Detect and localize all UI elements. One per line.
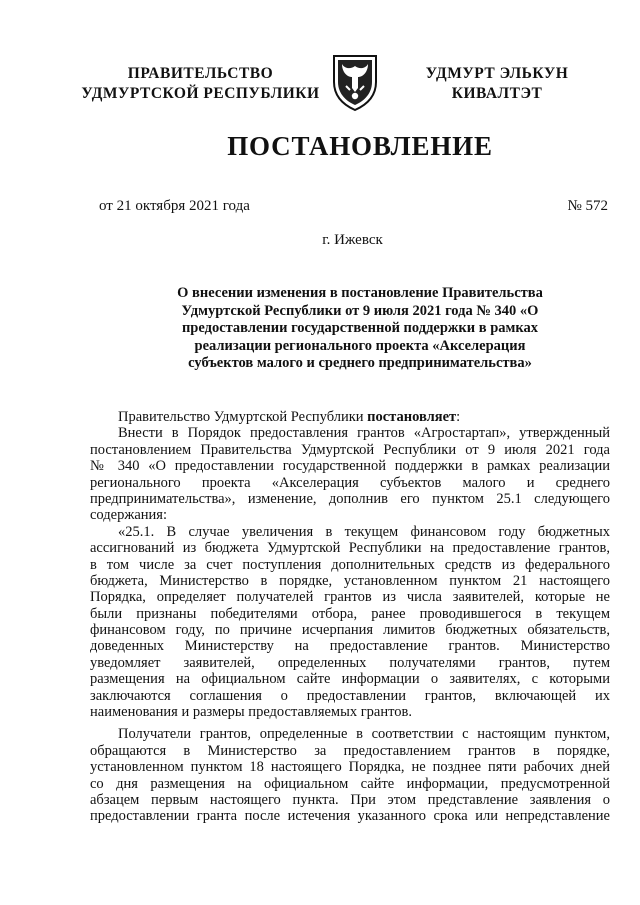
subject-line: О внесении изменения в постановление Правительства	[177, 285, 543, 301]
body-line: Получатели грантов, определенные в соответствии с настоящим пунктом,	[118, 726, 610, 743]
body-line: со дня размещения на официальном сайте информации, предусмотренной	[90, 775, 610, 792]
government-name-udmurt	[412, 64, 582, 104]
body-line: № 340 «О предоставлении государственной поддержки в рамках реализации	[90, 458, 610, 475]
body-line: размещения на официальном сайте информации о заявителях, с которыми	[90, 671, 610, 688]
body-line: Внести в Порядок предоставления грантов «Агростартап», утвержденный	[118, 425, 610, 442]
body-line: постановлением Правительства Удмуртской Республики от 9 июля 2021 года	[90, 441, 610, 458]
body-line: содержания:	[90, 507, 168, 524]
header-right-line-2: КИВАЛТЭТ	[451, 85, 543, 102]
body-line: обращаются в Министерство за предоставлением грантов в порядке,	[90, 742, 610, 759]
body-line: предоставлении гранта после истечения указанного срока или непредставление	[90, 808, 610, 825]
document-date: от 21 октября 2021 года	[99, 198, 250, 214]
header-right-line-1: УДМУРТ ЭЛЬКУН	[425, 65, 569, 82]
subject-line: реализации регионального проекта «Акселерация	[194, 337, 526, 354]
body-line: были признаны победителями отбора, ранее проводившегося в текущем	[90, 605, 610, 622]
body-line: регионального проекта «Акселерация субъектов малого и среднего	[90, 474, 610, 491]
body-line: ассигнований из бюджета Удмуртской Республики на предоставление грантов,	[90, 540, 610, 557]
body-line: предпринимательства», изменение, дополнив его пунктом 25.1 следующего	[90, 490, 610, 507]
body-line: абзацем первым настоящего пункта. При этом представление заявления о	[90, 791, 610, 808]
body-line: доведенных Министерству на предоставление грантов. Министерство	[90, 638, 610, 655]
subject-line: предоставлении государственной поддержки в рамках	[181, 320, 539, 336]
decree-verb: постановляет	[367, 409, 457, 425]
body-line: бюджета, Министерство в порядке, установленном пунктом 21 настоящего	[90, 572, 610, 589]
header-left-line-1: ПРАВИТЕЛЬСТВО	[127, 65, 274, 82]
document-city: г. Ижевск	[322, 232, 383, 248]
body-line: заключаются соглашения о предоставлении грантов, включающей их	[90, 687, 610, 704]
document-subject	[125, 285, 595, 373]
document-title: ПОСТАНОВЛЕНИЕ	[227, 131, 493, 161]
subject-line: субъектов малого и среднего предпринимательства»	[188, 355, 532, 371]
body-line: наименования и размеры предоставляемых грантов.	[90, 704, 412, 721]
body-line: установленном пунктом 18 настоящего Порядка, не позднее пяти рабочих дней	[90, 759, 610, 776]
body-line: «25.1. В случае увеличения в текущем финансовом году бюджетных	[118, 523, 610, 540]
header-left-line-2: УДМУРТСКОЙ РЕСПУБЛИКИ	[81, 85, 320, 102]
document-body	[90, 409, 610, 825]
body-line: Порядка, определяет получателей грантов из числа заявителей, которые не	[90, 589, 610, 606]
document-number: № 572	[567, 198, 608, 214]
body-line: в том числе за счет поступления дополнительных средств из федерального	[90, 556, 610, 573]
decree-line	[90, 409, 610, 425]
body-line: уведомляет заявителей, определенных получателями грантов, путем	[90, 654, 610, 671]
coat-of-arms-icon	[330, 52, 380, 112]
government-name-russian	[78, 64, 323, 104]
decree-intro: Правительство Удмуртской Республики	[118, 409, 368, 425]
subject-line: Удмуртской Республики от 9 июля 2021 года № 340 «О	[181, 302, 539, 319]
decree-colon: :	[456, 409, 461, 425]
body-line: финансовом году, по причине исчерпания лимитов бюджетных обязательств,	[90, 622, 610, 639]
